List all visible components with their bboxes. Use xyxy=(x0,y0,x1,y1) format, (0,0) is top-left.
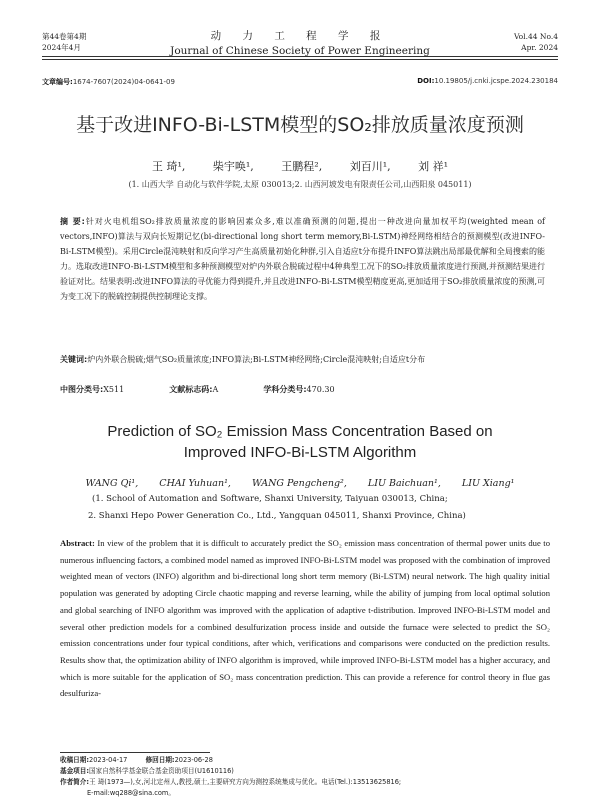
author-email: E-mail:wq288@sina.com。 xyxy=(87,789,175,797)
author-en-1: WANG Qi¹, xyxy=(85,478,139,489)
clc-value: X511 xyxy=(103,385,125,394)
journal-name-en: Journal of Chinese Society of Power Engineering xyxy=(170,45,430,57)
affiliation-cn: (1. 山西大学 自动化与软件学院,太原 030013;2. 山西河坡发电有限责任公司,山西阳泉 045011) xyxy=(128,180,472,189)
date-en: Apr. 2024 xyxy=(521,43,558,52)
authors-cn xyxy=(0,158,600,174)
author-cn-3: 王鹏程², xyxy=(281,160,323,173)
title-en-line-1: Prediction of SO₂ Emission Mass Concentration Based on xyxy=(107,423,493,440)
author-cn-4: 刘百川¹, xyxy=(349,160,391,173)
article-number-value: 1674-7607(2024)04-0641-09 xyxy=(72,78,175,86)
subject-label: 学科分类号: xyxy=(263,385,307,394)
clc-label: 中图分类号: xyxy=(60,385,104,394)
received-date: 2023-04-17 xyxy=(89,756,128,764)
authors-en xyxy=(0,478,600,489)
subject-value: 470.30 xyxy=(306,385,335,394)
author-cn-2: 柴宇唤¹, xyxy=(212,160,254,173)
affiliation-en-1: (1. School of Automation and Software, Shanxi University, Taiyuan 030013, China; xyxy=(92,494,448,504)
abstract-cn-text: 针对火电机组SO₂排放质量浓度的影响因素众多,难以准确预测的问题,提出一种改进向量加权平均(weighted mean of vectors,INFO)算法与双向长短期记忆(bi-directional long short term memory,Bi-LSTM)神经网络相结合的预测模型(改进INFO-Bi-LSTM模型)。采用Circle混沌映射和反向学习产生高质量初始化种群,引入自适应t分布提升INFO算法跳出局部最优解和全局搜索的能力。选取改进INFO-Bi-LSTM模型和多种预测模型对炉内外联合脱硫过程中4种典型工况下的SO₂排放质量浓度进行预测,并预测结果进行验证对比。结果表明:改进INFO算法的寻优能力得到提升,并且改进INFO-Bi-LSTM模型精度更高,更加适用于SO₂排放质量浓度的预测,可为变工况下的脱硫控制提供控制理论支撑。 xyxy=(60,217,546,301)
footnote-author xyxy=(60,777,401,788)
abstract-cn-label: 摘 要: xyxy=(60,217,85,226)
keywords-cn-text: 炉内外联合脱硫;烟气SO₂质量浓度;INFO算法;Bi-LSTM神经网络;Circle混沌映射;自适应t分布 xyxy=(87,355,426,364)
footnote-fund xyxy=(60,766,401,777)
keywords-cn xyxy=(60,352,545,367)
doi xyxy=(417,77,558,85)
article-number-label: 文章编号: xyxy=(42,78,73,86)
affiliation-en-2: 2. Shanxi Hepo Power Generation Co., Ltd., Yangquan 045011, Shanxi Province, China) xyxy=(88,511,466,521)
volume-en: Vol.44 No.4 xyxy=(513,32,558,41)
abstract-en xyxy=(60,535,550,702)
title-en-line-2: Improved INFO-Bi-LSTM Algorithm xyxy=(183,444,417,461)
header-volume-en xyxy=(514,31,558,53)
author-en-5: LIU Xiang¹ xyxy=(461,478,515,489)
issue-cn: 第44卷第4期 xyxy=(42,32,87,41)
footnote-dates xyxy=(60,755,401,766)
received-label: 收稿日期: xyxy=(60,756,90,764)
author-cn-1: 王 琦¹, xyxy=(151,160,186,173)
revised-label: 修回日期: xyxy=(145,756,175,764)
author-bio-value: 王 琦(1973—),女,河北定州人,教授,硕士,主要研究方向为测控系统集成与优化。电话(Tel.):13513625816; xyxy=(89,778,402,786)
journal-name xyxy=(0,28,600,57)
header-rule-thick xyxy=(42,56,558,57)
journal-name-cn: 动 力 工 程 学 报 xyxy=(210,30,390,42)
doi-label: DOI: xyxy=(417,77,435,85)
title-en xyxy=(0,421,600,463)
abstract-en-label: Abstract: xyxy=(60,538,95,548)
date-cn: 2024年4月 xyxy=(42,43,81,52)
fund-label: 基金项目: xyxy=(60,767,90,775)
author-bio-label: 作者简介: xyxy=(60,778,90,786)
keywords-cn-label: 关键词: xyxy=(60,355,88,364)
classification-line xyxy=(60,384,335,395)
header-rule-thin xyxy=(42,59,558,60)
doi-value: 10.19805/j.cnki.jcspe.2024.230184 xyxy=(434,77,558,85)
footnote-rule xyxy=(60,752,210,753)
footnotes xyxy=(60,755,401,799)
author-cn-5: 刘 祥¹ xyxy=(418,160,449,173)
author-en-2: CHAI Yuhuan¹, xyxy=(159,478,231,489)
fund-value: 国家自然科学基金联合基金资助项目(U1610116) xyxy=(89,767,234,775)
article-number xyxy=(42,77,175,87)
author-en-3: WANG Pengcheng², xyxy=(251,478,347,489)
author-en-4: LIU Baichuan¹, xyxy=(367,478,441,489)
doc-code-value: A xyxy=(212,385,219,394)
revised-date: 2023-06-28 xyxy=(174,756,213,764)
abstract-en-text: In view of the problem that it is difficult to accurately predict the SO₂ emission mass concentration of thermal power units due to numerous influencing factors, a combined model named as improved INFO-Bi-LSTM model was proposed with the combination of improved weighted mean of vectors (INFO) algorithm and bi-directional long short term memory (Bi-LSTM) neural network. The high quality initial population was generated by adopting Circle chaotic mapping and reverse learning, while the ability of jumping from local optimal solution and global searching of INFO algorithm was improved with the application of adaptive t-distribution. Improved INFO-Bi-LSTM model and several other prediction models for a combined desulfurization process inside and outside the furnace were selected to predict the SO₂ emission concentrations under four typical conditions, after which, verifications and comparisons were conducted on the prediction results. Results show that, the optimization ability of INFO algorithm is improved, while improved INFO-Bi-LSTM model has a higher accuracy, and which is more suitable for the application of SO₂ mass concentration prediction. This can provide a reference for control theory in flue gas desulfuriza- xyxy=(60,538,550,699)
abstract-cn xyxy=(60,214,545,304)
doc-code-label: 文献标志码: xyxy=(169,385,213,394)
title-cn: 基于改进INFO-Bi-LSTM模型的SO₂排放质量浓度预测 xyxy=(76,114,524,136)
